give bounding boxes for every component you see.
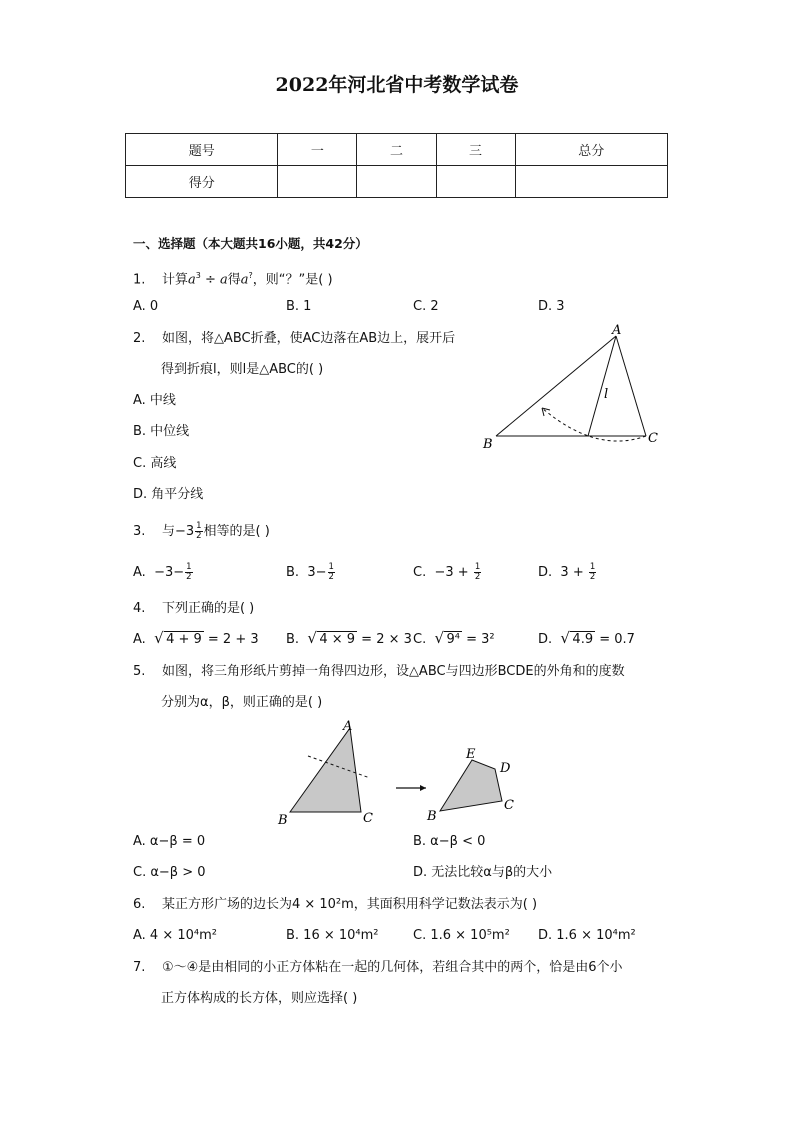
option-d[interactable] [538, 563, 597, 582]
cut-triangle-figure [270, 714, 540, 830]
option-label: C. [413, 565, 427, 580]
page-title: 2022年河北省中考数学试卷 [275, 74, 519, 96]
label-c2: C [504, 798, 514, 813]
question-text: 得 [227, 272, 241, 288]
fraction [328, 563, 335, 582]
option-label: A. [133, 565, 146, 580]
question-text: 与−3 [161, 524, 195, 539]
question-text: 如图，将三角形纸片剪掉一角得四边形，设△ABC与四边形BCDE的外角和的度数 [161, 664, 625, 679]
option-c[interactable]: C. 高线 [133, 456, 177, 471]
option-c[interactable]: C. 1.6 × 10⁵m² [413, 928, 510, 943]
label-c: C [648, 431, 658, 446]
option-b[interactable]: B. α−β < 0 [413, 834, 486, 849]
triangle-fold-figure [476, 322, 676, 454]
denominator: 2 [474, 572, 481, 582]
table-row [126, 166, 668, 198]
fraction [195, 522, 202, 541]
question-number: 5. [133, 664, 146, 679]
section-heading: 一、选择题（本大题共16小题，共42分） [133, 236, 368, 251]
question-6 [133, 896, 537, 914]
option-a[interactable]: A. α−β = 0 [133, 834, 206, 849]
question-text-line2: 得到折痕l，则l是△ABC的( ) [161, 362, 324, 377]
question-number: 6. [133, 897, 146, 912]
sqrt-icon: √ [434, 629, 445, 647]
question-text: 计算 [161, 272, 188, 288]
option-d[interactable]: D. 无法比较α与β的大小 [413, 865, 553, 880]
question-text-line2: 正方体构成的长方体，则应选择( ) [161, 991, 358, 1006]
sqrt [434, 631, 461, 649]
option-label: A. [133, 632, 146, 647]
score-cell[interactable] [436, 166, 515, 198]
math-var: a [219, 272, 228, 288]
table-header-cell: 一 [278, 134, 357, 166]
numerator: 1 [474, 562, 481, 572]
option-c[interactable] [413, 631, 495, 649]
denominator: 2 [589, 572, 596, 582]
radicand: 4.9 [572, 632, 594, 647]
label-b: B [278, 813, 288, 828]
question-text: ①～④是由相同的小正方体粘在一起的几何体，若组合其中的两个，恰是由6个小 [161, 960, 623, 975]
label-l: l [604, 387, 609, 402]
option-a[interactable]: A. 0 [133, 299, 159, 314]
numerator: 1 [186, 562, 192, 572]
table-header-cell: 题号 [126, 134, 278, 166]
fraction [185, 563, 192, 582]
option-b[interactable]: B. 中位线 [133, 424, 190, 439]
option-expr: = 2 × 3 [357, 632, 412, 647]
question-1 [133, 267, 333, 289]
table-row [126, 134, 668, 166]
question-3 [133, 522, 270, 541]
quadrilateral-bcde [440, 760, 502, 811]
option-expr: 3 + [560, 565, 588, 580]
question-text: 下列正确的是( ) [161, 601, 255, 616]
question-number: 2. [133, 331, 146, 346]
option-label: B. [286, 632, 300, 647]
option-label: B. [286, 565, 300, 580]
question-text: 某正方形广场的边长为4 × 10²m，其面积用科学记数法表示为( ) [161, 897, 538, 912]
radicand: 4 + 9 [166, 632, 202, 647]
option-a[interactable]: A. 4 × 10⁴m² [133, 928, 217, 943]
numerator: 1 [196, 521, 202, 531]
question-text: ，则“？”是( ) [252, 272, 333, 288]
math-var: a [187, 272, 196, 288]
label-d: D [500, 761, 511, 776]
question-text: 相等的是( ) [203, 524, 270, 539]
arrow-right-icon [420, 785, 426, 791]
option-expr: −3 + [434, 565, 473, 580]
sqrt-icon: √ [154, 629, 164, 647]
sqrt [307, 631, 357, 649]
score-cell[interactable] [515, 166, 667, 198]
math-exp: ? [248, 271, 253, 280]
option-c[interactable]: C. 2 [413, 299, 439, 314]
option-a[interactable] [133, 631, 259, 649]
option-b[interactable]: B. 1 [286, 299, 312, 314]
option-d[interactable]: D. 角平分线 [133, 487, 204, 502]
radicand: 9⁴ [446, 632, 460, 647]
label-b: B [483, 437, 493, 452]
denominator: 2 [196, 531, 202, 541]
math-op: ÷ [200, 272, 220, 288]
question-4 [133, 600, 254, 618]
fraction [474, 563, 481, 582]
table-header-cell: 总分 [515, 134, 667, 166]
option-c[interactable]: C. α−β > 0 [133, 865, 206, 880]
sqrt-icon: √ [560, 629, 570, 647]
question-7 [133, 959, 623, 977]
edge-ac [616, 336, 646, 436]
option-d[interactable] [538, 631, 635, 649]
option-expr: = 2 + 3 [203, 632, 259, 647]
question-5 [133, 663, 625, 681]
option-label: D. [538, 632, 553, 647]
option-label: D. [538, 565, 553, 580]
label-b2: B [427, 809, 437, 824]
numerator: 1 [328, 562, 334, 572]
option-c[interactable] [413, 563, 482, 582]
table-row-label: 得分 [126, 166, 278, 198]
option-expr: −3− [154, 565, 185, 580]
fraction [589, 563, 596, 582]
sqrt-icon: √ [307, 629, 317, 647]
label-c: C [363, 811, 373, 826]
option-b[interactable] [286, 631, 412, 649]
fold-line-l [588, 336, 616, 436]
numerator: 1 [589, 562, 596, 572]
question-number: 1. [133, 272, 146, 288]
denominator: 2 [186, 572, 192, 582]
triangle-abc [290, 728, 361, 812]
question-2 [133, 330, 455, 348]
score-cell[interactable] [357, 166, 436, 198]
question-number: 4. [133, 601, 146, 616]
denominator: 2 [328, 572, 334, 582]
label-e: E [466, 747, 476, 762]
question-number: 3. [133, 524, 146, 539]
option-a[interactable] [133, 563, 194, 582]
math-exp: 3 [195, 271, 201, 280]
edge-ab [496, 336, 616, 436]
radicand: 4 × 9 [319, 632, 356, 647]
option-d[interactable]: D. 1.6 × 10⁴m² [538, 928, 636, 943]
label-a: A [343, 719, 353, 734]
sqrt [560, 631, 595, 649]
math-var: a [240, 272, 249, 288]
option-expr: = 3² [461, 632, 495, 647]
label-a: A [612, 323, 622, 338]
question-number: 7. [133, 960, 146, 975]
question-text: 如图，将△ABC折叠，使AC边落在AB边上，展开后 [161, 331, 456, 346]
question-text-line2: 分别为α，β，则正确的是( ) [161, 695, 323, 710]
option-b[interactable] [286, 563, 336, 582]
option-d[interactable]: D. 3 [538, 299, 565, 314]
score-table [125, 133, 668, 198]
sqrt [154, 631, 204, 649]
option-a[interactable]: A. 中线 [133, 393, 176, 408]
option-label: C. [413, 632, 427, 647]
arrow-head-icon [542, 408, 550, 416]
table-header-cell: 三 [436, 134, 515, 166]
option-b[interactable]: B. 16 × 10⁴m² [286, 928, 379, 943]
option-expr: 3− [307, 565, 327, 580]
table-header-cell: 二 [357, 134, 436, 166]
score-cell[interactable] [278, 166, 357, 198]
option-expr: = 0.7 [595, 632, 635, 647]
